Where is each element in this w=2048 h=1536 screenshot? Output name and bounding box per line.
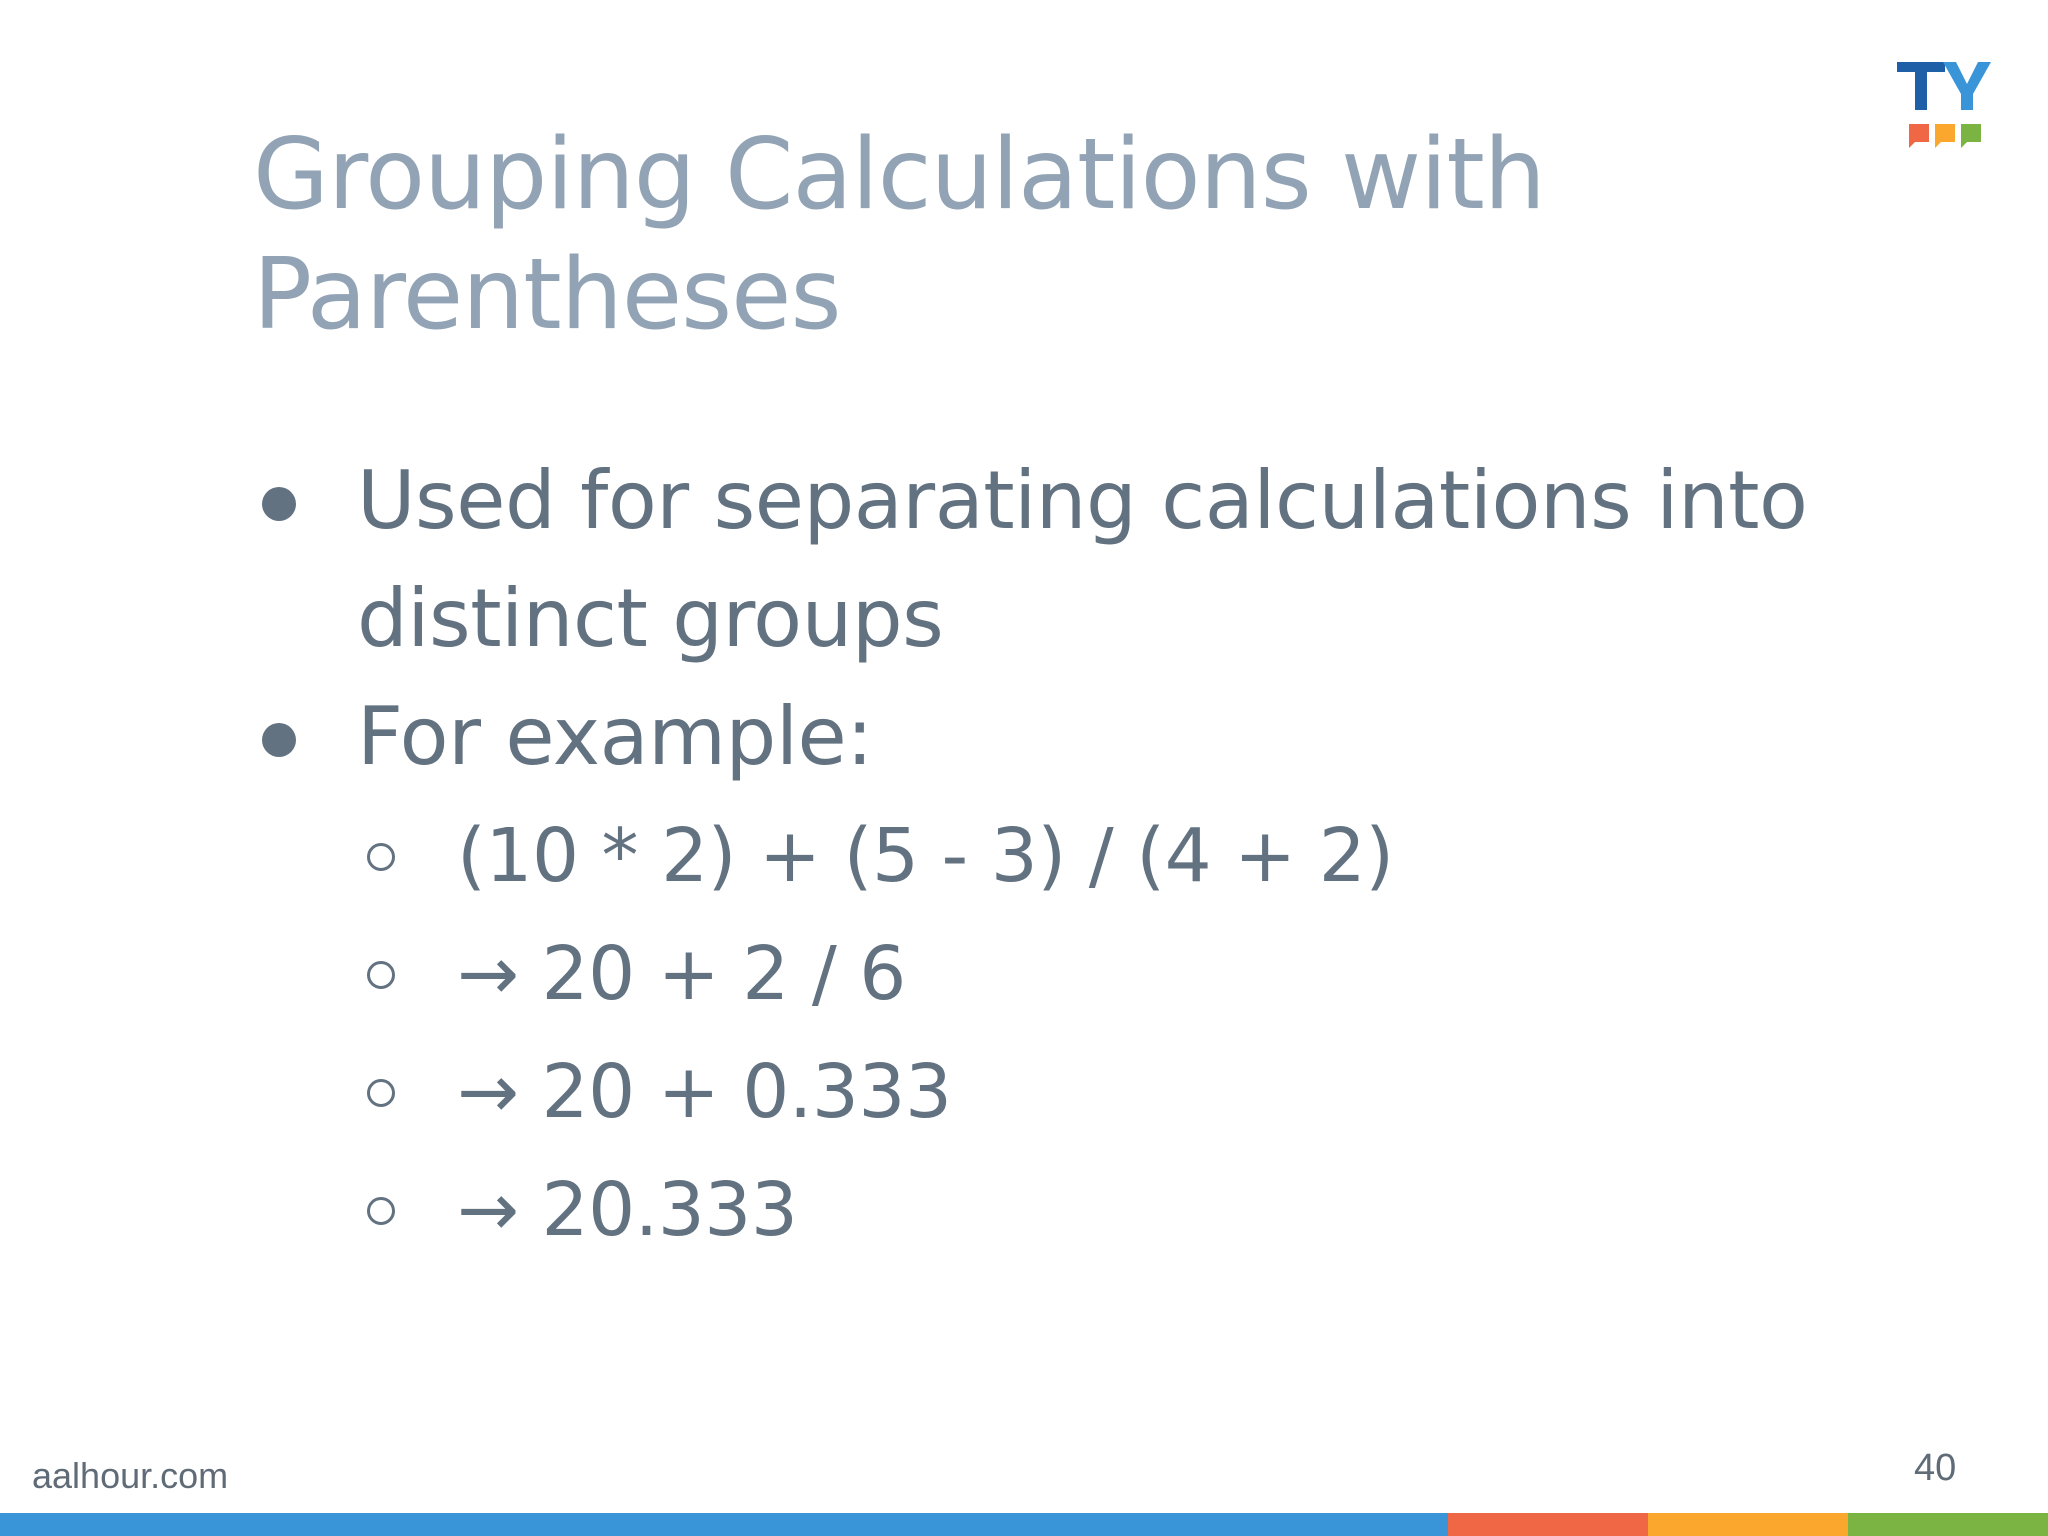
bar-segment-red [1448,1513,1648,1536]
title-line-2: Parentheses [253,238,841,352]
bottom-color-bar [0,1513,2048,1536]
bullet-dot [262,723,296,757]
sub-bullet-ring [367,1079,395,1107]
footer-site-link: aalhour.com [32,1455,229,1496]
sub-bullet-item: → 20 + 2 / 6 [457,931,906,1017]
bullet-dot [262,487,296,521]
bullet-item: For example: [357,690,873,783]
page-number: 40 [1914,1447,1957,1489]
sub-bullet-item: → 20.333 [457,1167,798,1253]
bar-segment-green [1848,1513,2048,1536]
sub-bullet-ring [367,1197,395,1225]
sub-bullet-ring [367,961,395,989]
bullet-item: Used for separating calculations into [357,454,1808,547]
slide-title [253,115,1853,355]
sub-bullet-item: (10 * 2) + (5 - 3) / (4 + 2) [457,813,1394,899]
title-line-1: Grouping Calculations with [253,118,1545,232]
sub-bullet-ring [367,843,395,871]
bar-segment-orange [1648,1513,1848,1536]
bar-segment-blue [0,1513,1448,1536]
ty-logo [1895,56,2007,156]
bullet-item-continuation: distinct groups [357,572,944,665]
sub-bullet-item: → 20 + 0.333 [457,1049,952,1135]
